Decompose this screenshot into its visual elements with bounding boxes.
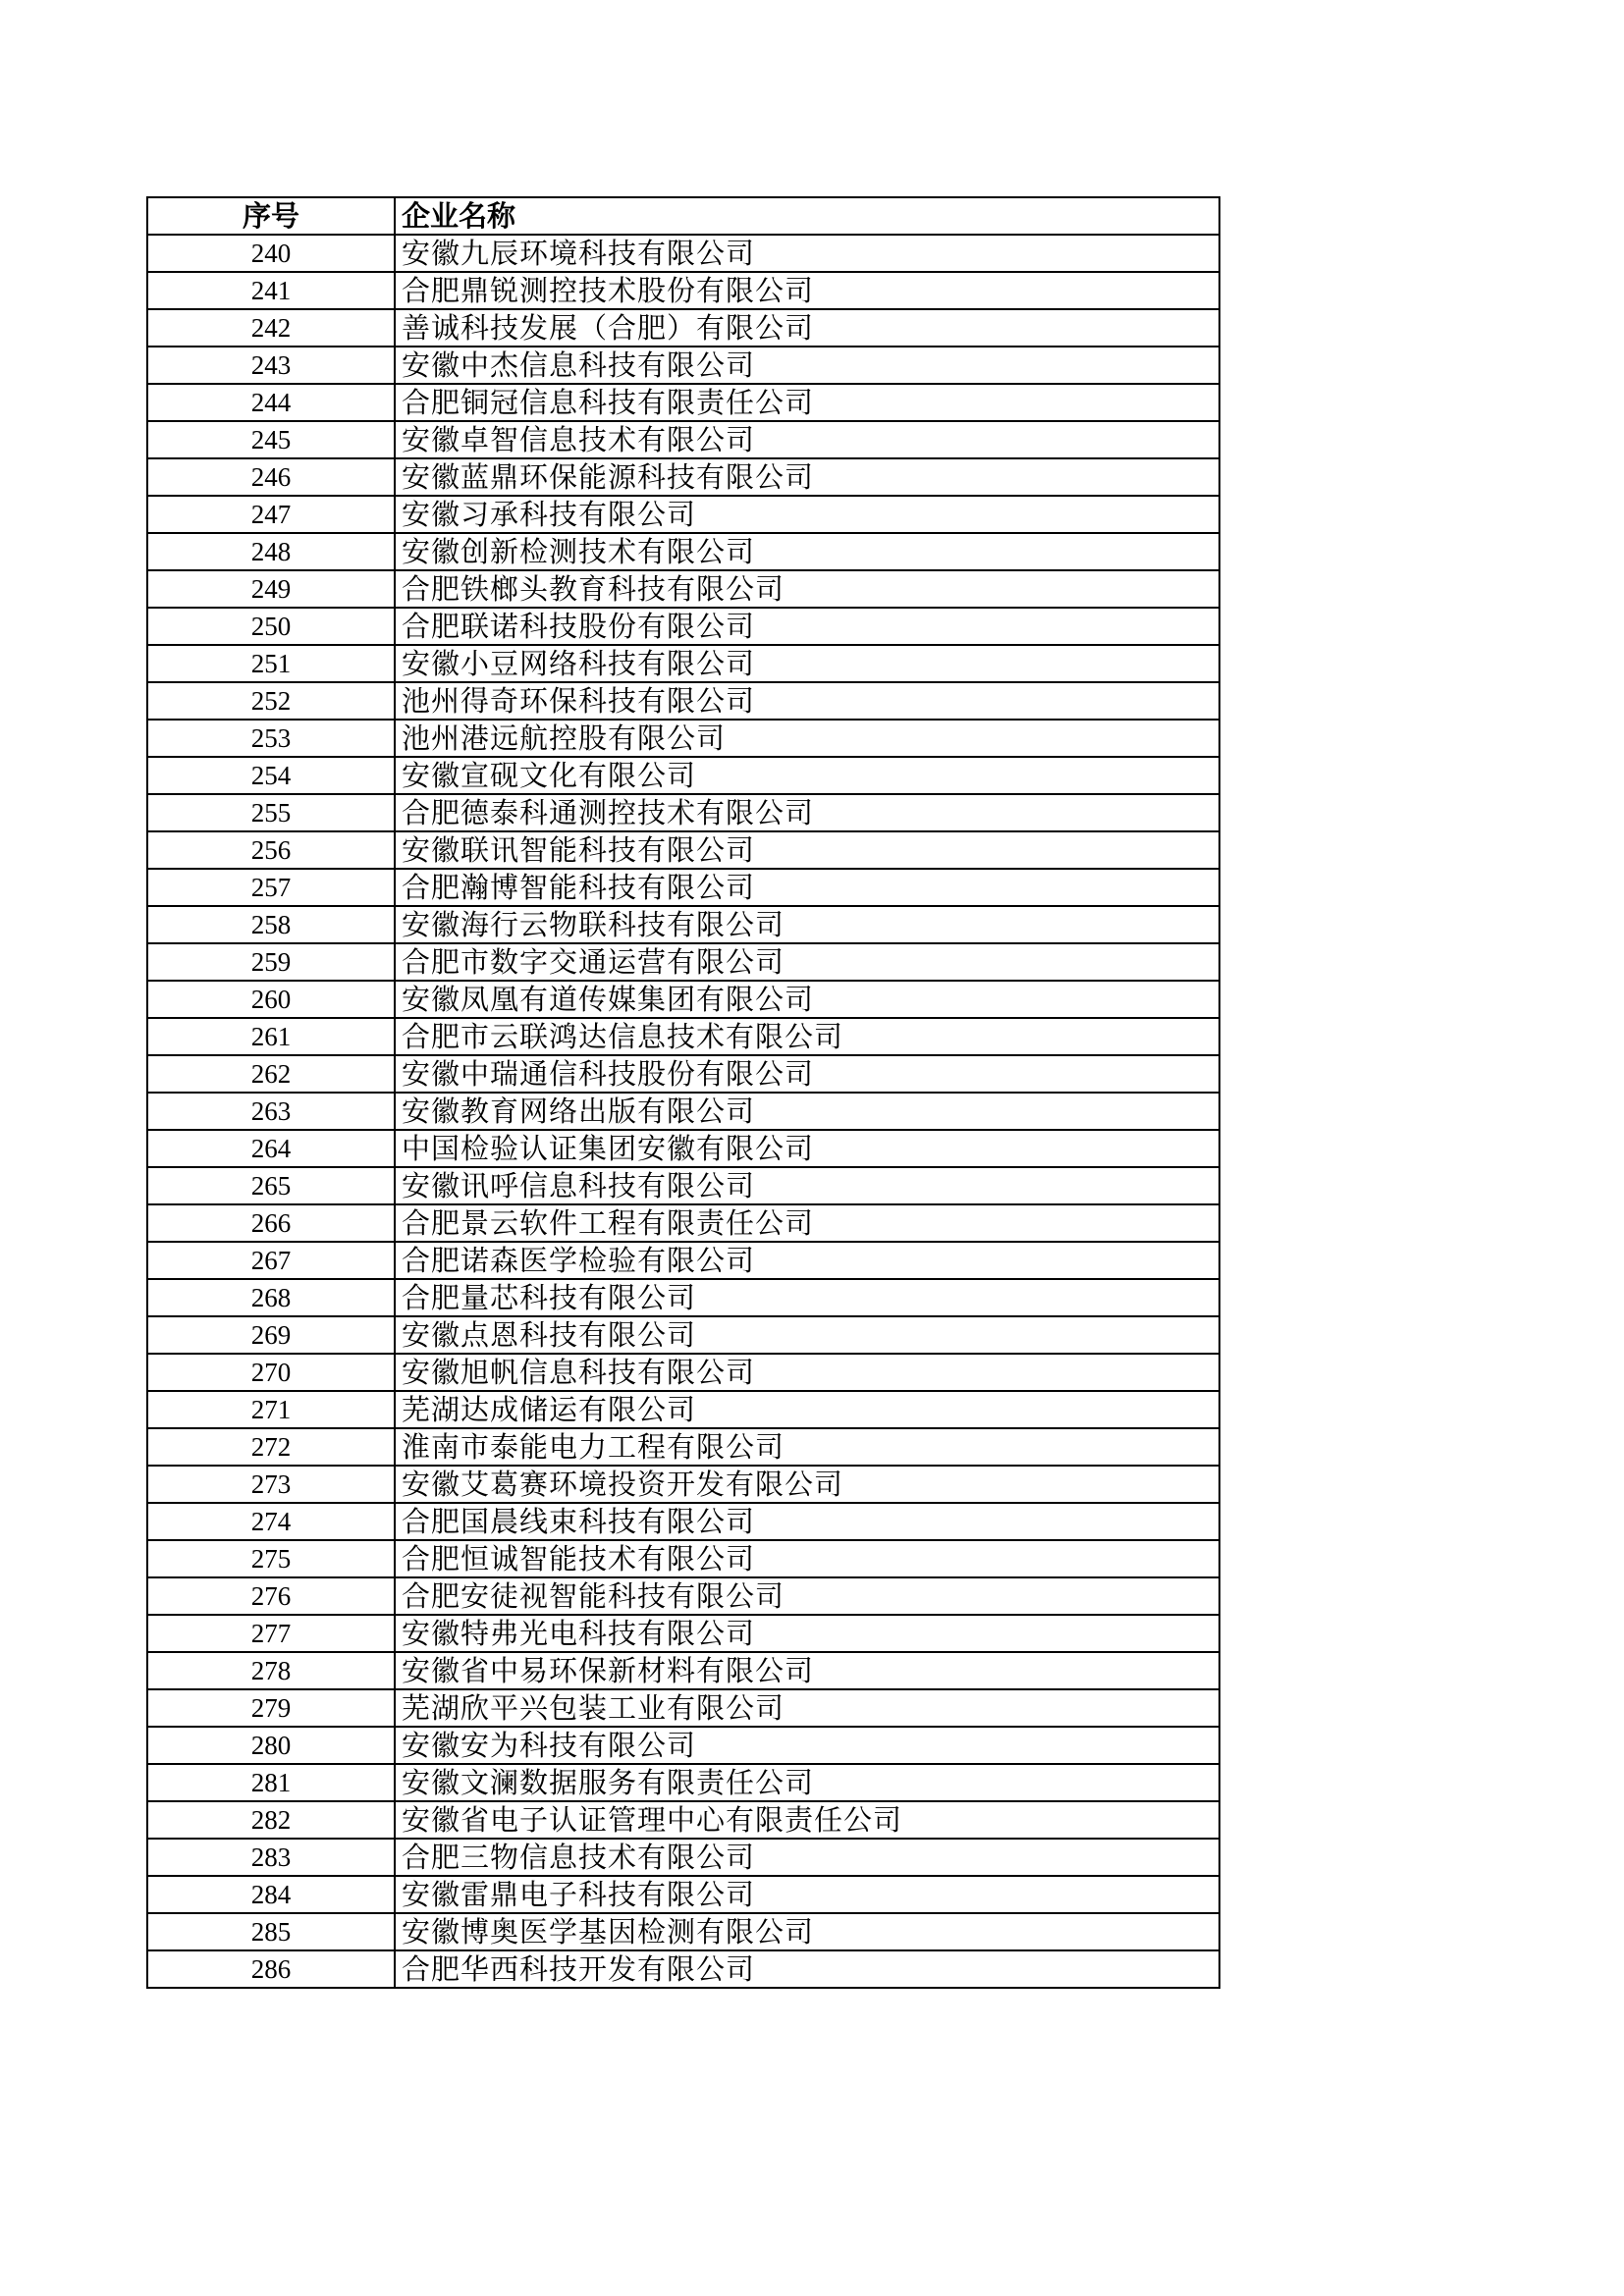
table-row [147,906,1219,943]
table-row [147,608,1219,645]
table-row [147,1913,1219,1950]
company-name-cell: 安徽艾葛赛环境投资开发有限公司 [395,1466,1219,1503]
table-row [147,1652,1219,1689]
row-number-cell: 251 [147,645,395,682]
company-name-cell: 安徽博奥医学基因检测有限公司 [395,1913,1219,1950]
company-name-cell: 安徽点恩科技有限公司 [395,1316,1219,1354]
row-number-cell: 282 [147,1801,395,1839]
table-row [147,1876,1219,1913]
company-name-cell: 芜湖达成储运有限公司 [395,1391,1219,1428]
company-name-cell: 合肥三物信息技术有限公司 [395,1839,1219,1876]
row-number-cell: 273 [147,1466,395,1503]
row-number-cell: 280 [147,1727,395,1764]
row-number-cell: 279 [147,1689,395,1727]
company-name-cell: 安徽特弗光电科技有限公司 [395,1615,1219,1652]
company-name-cell: 合肥量芯科技有限公司 [395,1279,1219,1316]
row-number-cell: 256 [147,831,395,869]
company-name-cell: 善诚科技发展（合肥）有限公司 [395,309,1219,347]
row-number-cell: 264 [147,1130,395,1167]
table-header-row [147,197,1219,235]
row-number-cell: 261 [147,1018,395,1055]
company-name-cell: 安徽创新检测技术有限公司 [395,533,1219,570]
table-row [147,1577,1219,1615]
row-number-cell: 253 [147,720,395,757]
table-row [147,869,1219,906]
company-name-cell: 合肥鼎锐测控技术股份有限公司 [395,272,1219,309]
company-name-cell: 合肥恒诚智能技术有限公司 [395,1540,1219,1577]
row-number-cell: 284 [147,1876,395,1913]
table-row [147,682,1219,720]
row-number-cell: 286 [147,1950,395,1988]
row-number-cell: 247 [147,496,395,533]
row-number-cell: 271 [147,1391,395,1428]
table-row [147,1018,1219,1055]
company-name-cell: 淮南市泰能电力工程有限公司 [395,1428,1219,1466]
row-number-cell: 270 [147,1354,395,1391]
company-name-cell: 安徽宣砚文化有限公司 [395,757,1219,794]
table-row [147,1950,1219,1988]
company-name-cell: 安徽旭帆信息科技有限公司 [395,1354,1219,1391]
row-number-cell: 260 [147,981,395,1018]
table-row [147,1615,1219,1652]
company-name-cell: 安徽讯呼信息科技有限公司 [395,1167,1219,1204]
company-name-cell: 池州港远航控股有限公司 [395,720,1219,757]
row-number-cell: 246 [147,458,395,496]
company-name-cell: 安徽中瑞通信科技股份有限公司 [395,1055,1219,1093]
company-name-cell: 合肥国晨线束科技有限公司 [395,1503,1219,1540]
company-name-cell: 合肥安徒视智能科技有限公司 [395,1577,1219,1615]
table-row [147,1167,1219,1204]
table-row [147,1055,1219,1093]
company-name-cell: 合肥市云联鸿达信息技术有限公司 [395,1018,1219,1055]
row-number-cell: 283 [147,1839,395,1876]
table-row [147,458,1219,496]
table-row [147,1354,1219,1391]
row-number-cell: 276 [147,1577,395,1615]
company-name-cell: 安徽凤凰有道传媒集团有限公司 [395,981,1219,1018]
company-name-cell: 池州得奇环保科技有限公司 [395,682,1219,720]
table-row [147,1204,1219,1242]
company-name-cell: 安徽中杰信息科技有限公司 [395,347,1219,384]
table-row [147,1764,1219,1801]
company-name-cell: 合肥景云软件工程有限责任公司 [395,1204,1219,1242]
company-name-cell: 安徽海行云物联科技有限公司 [395,906,1219,943]
table-row [147,1503,1219,1540]
column-header-company-name: 企业名称 [395,197,1219,235]
row-number-cell: 268 [147,1279,395,1316]
table-row [147,533,1219,570]
table-row [147,1839,1219,1876]
row-number-cell: 254 [147,757,395,794]
row-number-cell: 255 [147,794,395,831]
company-name-cell: 安徽省中易环保新材料有限公司 [395,1652,1219,1689]
company-name-cell: 安徽安为科技有限公司 [395,1727,1219,1764]
table-row [147,1540,1219,1577]
row-number-cell: 257 [147,869,395,906]
row-number-cell: 275 [147,1540,395,1577]
company-name-cell: 安徽习承科技有限公司 [395,496,1219,533]
row-number-cell: 250 [147,608,395,645]
company-name-cell: 安徽小豆网络科技有限公司 [395,645,1219,682]
company-name-cell: 中国检验认证集团安徽有限公司 [395,1130,1219,1167]
row-number-cell: 244 [147,384,395,421]
company-name-cell: 安徽文澜数据服务有限责任公司 [395,1764,1219,1801]
row-number-cell: 248 [147,533,395,570]
row-number-cell: 285 [147,1913,395,1950]
table-row [147,1279,1219,1316]
row-number-cell: 243 [147,347,395,384]
company-name-cell: 合肥德泰科通测控技术有限公司 [395,794,1219,831]
company-name-cell: 合肥联诺科技股份有限公司 [395,608,1219,645]
company-name-cell: 安徽蓝鼎环保能源科技有限公司 [395,458,1219,496]
company-name-cell: 安徽联讯智能科技有限公司 [395,831,1219,869]
company-name-cell: 合肥市数字交通运营有限公司 [395,943,1219,981]
company-name-cell: 安徽教育网络出版有限公司 [395,1093,1219,1130]
table-row [147,384,1219,421]
table-row [147,272,1219,309]
company-name-cell: 安徽雷鼎电子科技有限公司 [395,1876,1219,1913]
table-row [147,235,1219,272]
table-row [147,1466,1219,1503]
row-number-cell: 266 [147,1204,395,1242]
table-row [147,757,1219,794]
table-row [147,347,1219,384]
row-number-cell: 249 [147,570,395,608]
row-number-cell: 263 [147,1093,395,1130]
row-number-cell: 278 [147,1652,395,1689]
company-name-cell: 芜湖欣平兴包装工业有限公司 [395,1689,1219,1727]
row-number-cell: 269 [147,1316,395,1354]
table-row [147,570,1219,608]
table-row [147,1242,1219,1279]
company-name-cell: 合肥华西科技开发有限公司 [395,1950,1219,1988]
table-row [147,1727,1219,1764]
table-row [147,645,1219,682]
table-row [147,1801,1219,1839]
row-number-cell: 240 [147,235,395,272]
row-number-cell: 258 [147,906,395,943]
table-row [147,496,1219,533]
row-number-cell: 267 [147,1242,395,1279]
row-number-cell: 241 [147,272,395,309]
company-name-cell: 安徽省电子认证管理中心有限责任公司 [395,1801,1219,1839]
row-number-cell: 259 [147,943,395,981]
table-row [147,421,1219,458]
table-row [147,720,1219,757]
table-row [147,1428,1219,1466]
company-name-cell: 合肥铁榔头教育科技有限公司 [395,570,1219,608]
row-number-cell: 272 [147,1428,395,1466]
company-name-cell: 合肥诺森医学检验有限公司 [395,1242,1219,1279]
table-row [147,1391,1219,1428]
row-number-cell: 242 [147,309,395,347]
company-list-table [146,196,1220,1989]
company-name-cell: 合肥瀚博智能科技有限公司 [395,869,1219,906]
table-row [147,1689,1219,1727]
row-number-cell: 252 [147,682,395,720]
row-number-cell: 265 [147,1167,395,1204]
table-row [147,831,1219,869]
company-name-cell: 安徽九辰环境科技有限公司 [395,235,1219,272]
table-row [147,943,1219,981]
row-number-cell: 274 [147,1503,395,1540]
row-number-cell: 277 [147,1615,395,1652]
row-number-cell: 262 [147,1055,395,1093]
table-row [147,1130,1219,1167]
row-number-cell: 245 [147,421,395,458]
table-row [147,794,1219,831]
company-name-cell: 安徽卓智信息技术有限公司 [395,421,1219,458]
company-name-cell: 合肥铜冠信息科技有限责任公司 [395,384,1219,421]
table-row [147,1316,1219,1354]
table-row [147,1093,1219,1130]
column-header-number: 序号 [147,197,395,235]
row-number-cell: 281 [147,1764,395,1801]
table-body [147,235,1219,1988]
table-row [147,309,1219,347]
table-row [147,981,1219,1018]
